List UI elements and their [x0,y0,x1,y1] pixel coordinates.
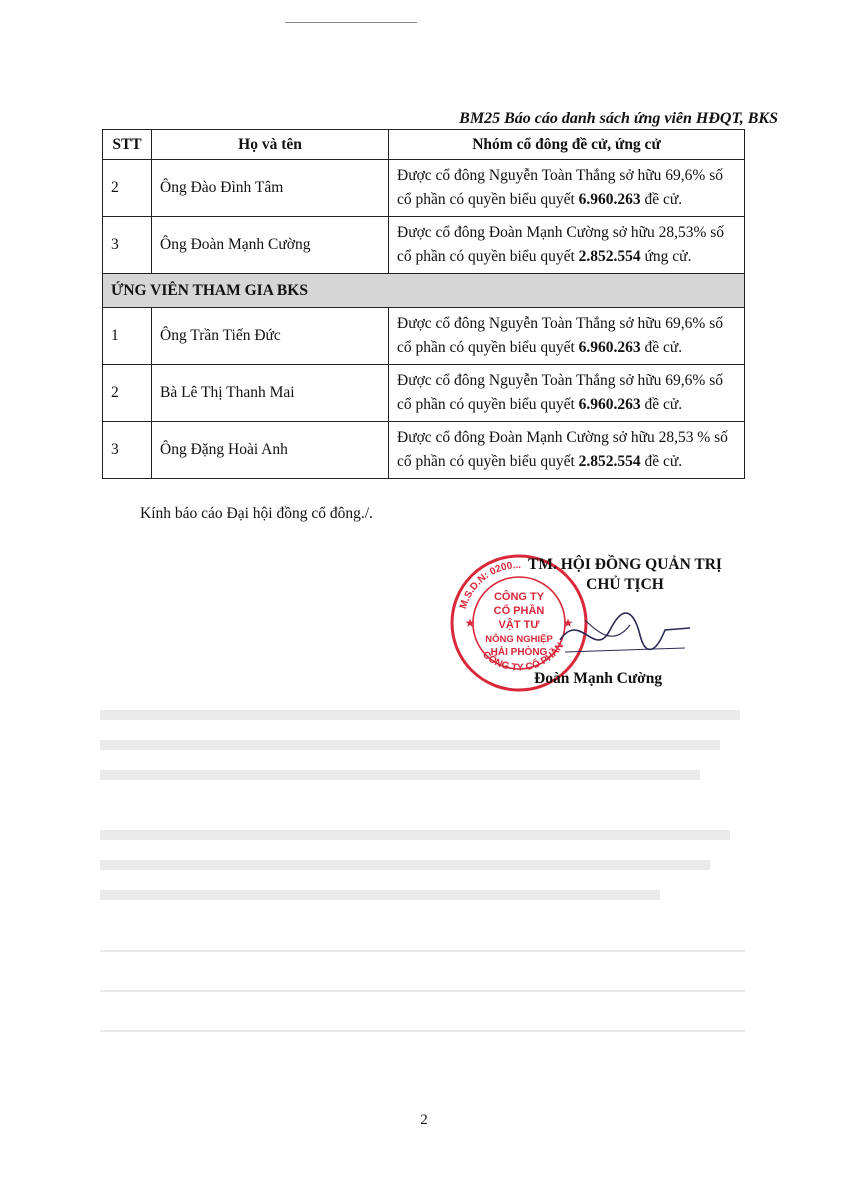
signer-name: Đoàn Mạnh Cường [534,670,663,687]
row-name: Ông Đoàn Mạnh Cường [152,217,389,274]
seal-bottom-text: CÔNG TY CỔ PHẦN [480,640,567,674]
form-code: BM25 Báo cáo danh sách ứng viên HĐQT, BKS [459,110,778,127]
row-nomination [389,308,745,365]
table-row [103,308,745,365]
top-rule [285,22,417,23]
seal-line1: CÔNG TY [493,591,545,603]
row-nomination [389,217,745,274]
row-nomination [389,365,745,422]
row-stt: 3 [103,217,152,274]
row-stt: 2 [103,365,152,422]
share-count: 2.852.554 [578,453,641,470]
header-nomination: Nhóm cổ đông đề cử, ứng cử [389,130,745,160]
nomination-suffix: đề cử. [640,339,683,356]
row-name: Ông Trần Tiến Đức [152,308,389,365]
page-number: 2 [420,1112,428,1128]
bleed-through-texture [100,700,750,1120]
seal-line5: HẢI PHÒNG [490,647,548,658]
table-row [103,422,745,479]
share-count: 6.960.263 [578,339,641,356]
row-name: Ông Đào Đình Tâm [152,160,389,217]
row-name: Ông Đặng Hoài Anh [152,422,389,479]
nomination-text: Được cổ đông Nguyễn Toàn Thắng sở hữu 69,6% số cổ phần có quyền biểu quyết [397,167,723,208]
candidate-table [102,129,745,479]
seal-line2: CỔ PHẦN [493,605,545,617]
nomination-text: Được cổ đông Đoàn Mạnh Cường sở hữu 28,53% số cổ phần có quyền biểu quyết [397,224,725,265]
seal-line3: VẬT TƯ [498,619,540,631]
header-name: Họ và tên [152,130,389,160]
row-stt: 1 [103,308,152,365]
nomination-suffix: đề cử. [640,396,683,413]
nomination-text: Được cổ đông Đoàn Mạnh Cường sở hữu 28,53 % số cổ phần có quyền biểu quyết [397,429,728,470]
section-row-bks [103,274,745,308]
row-stt: 3 [103,422,152,479]
header-stt: STT [103,130,152,160]
signature-role: CHỦ TỊCH [586,576,664,593]
row-name: Bà Lê Thị Thanh Mai [152,365,389,422]
row-nomination [389,422,745,479]
row-stt: 2 [103,160,152,217]
nomination-suffix: đề cử. [640,191,683,208]
share-count: 2.852.554 [578,248,641,265]
seal-star-right-icon: ★ [562,616,574,630]
nomination-text: Được cổ đông Nguyễn Toàn Thắng sở hữu 69,6% số cổ phần có quyền biểu quyết [397,372,723,413]
seal-star-left-icon: ★ [464,616,476,630]
signature-org: TM. HỘI ĐỒNG QUẢN TRỊ [528,556,722,573]
section-title: ỨNG VIÊN THAM GIA BKS [103,274,745,308]
share-count: 6.960.263 [578,396,641,413]
table-header-row [103,130,745,160]
nomination-suffix: ứng cử. [640,248,692,265]
table-row [103,160,745,217]
handwritten-signature [555,600,695,670]
seal-ring-text: M.S.D.N: 0200... [457,559,522,611]
nomination-suffix: đề cử. [640,453,683,470]
table-row [103,217,745,274]
nomination-text: Được cổ đông Nguyễn Toàn Thắng sở hữu 69,6% số cổ phần có quyền biểu quyết [397,315,723,356]
signature-block [520,556,730,594]
closing-line: Kính báo cáo Đại hội đồng cổ đông./. [140,505,373,522]
table-row [103,365,745,422]
row-nomination [389,160,745,217]
seal-line4: NÔNG NGHIỆP [485,634,553,645]
share-count: 6.960.263 [578,191,641,208]
